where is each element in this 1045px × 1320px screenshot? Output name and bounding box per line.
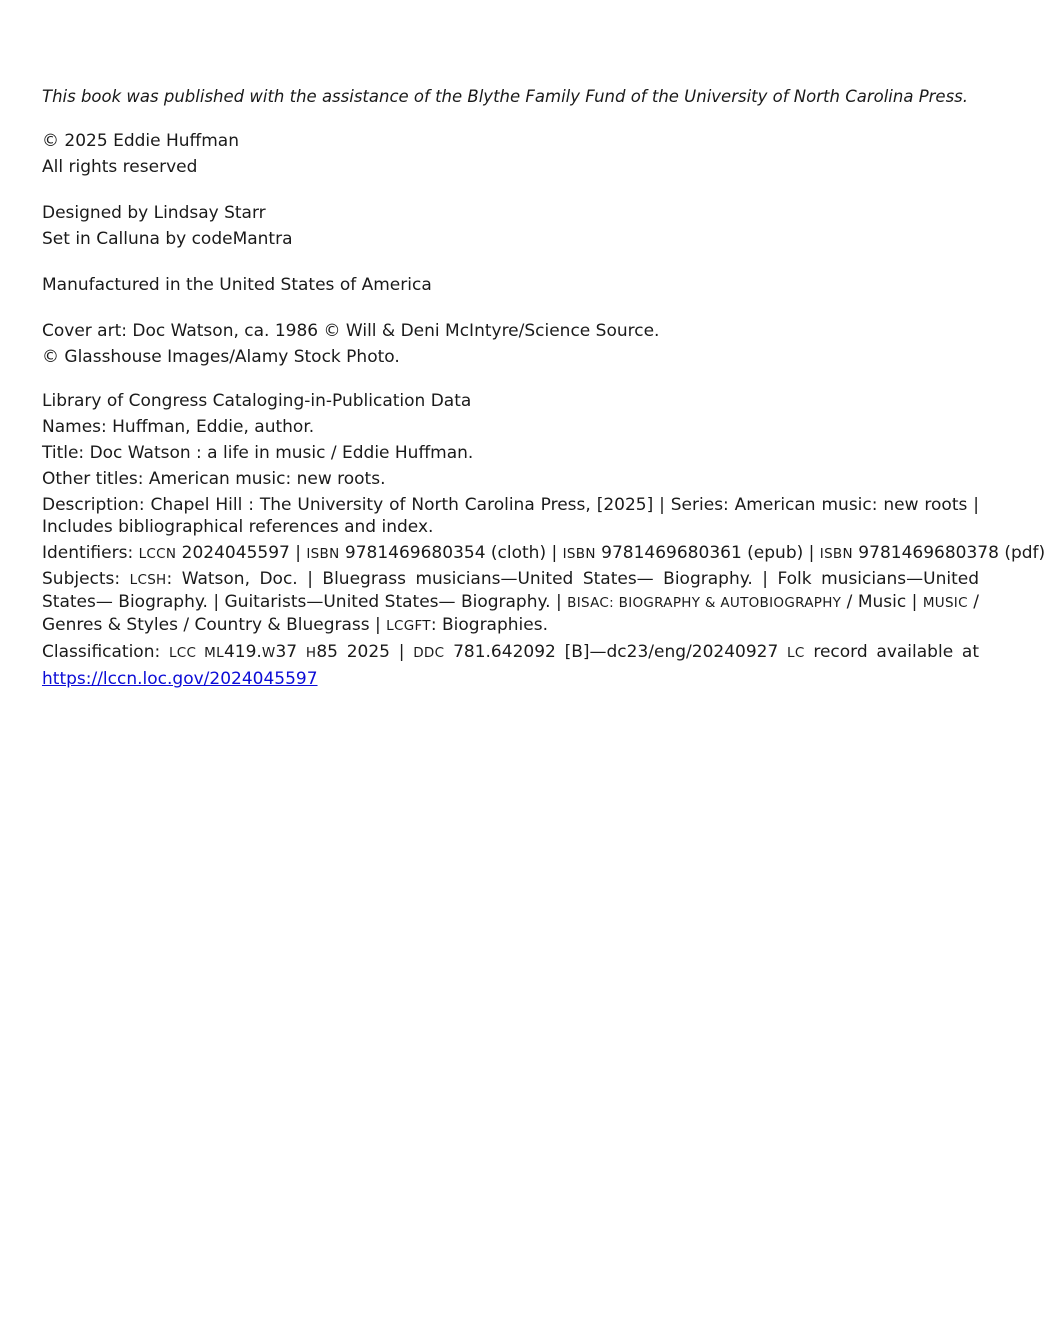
lcgft-abbr: LCGFT — [386, 618, 431, 634]
design-block — [42, 200, 979, 252]
cover-art-block — [42, 318, 979, 370]
cip-description: Description: Chapel Hill : The University of North Carolina Press, [2025] | Series: American music: new roots | Includes bibliographical references and index. — [42, 495, 979, 537]
designer-line: Designed by Lindsay Starr — [42, 203, 266, 223]
classification-part1: 419. — [223, 642, 262, 662]
cip-data-block — [42, 390, 1045, 690]
cip-heading: Library of Congress Cataloging-in-Publication Data — [42, 391, 472, 411]
lc-abbr: LC — [787, 645, 805, 661]
cip-subjects — [42, 568, 979, 637]
isbn-abbr-epub: ISBN — [562, 546, 596, 562]
isbn-pdf: 9781469680378 (pdf) — [852, 543, 1045, 563]
lcsh-abbr: LCSH — [129, 572, 167, 588]
cutter-w-abbr: W — [261, 645, 276, 661]
classification-part5: record available at — [804, 642, 979, 662]
copyright-line: © 2025 Eddie Huffman — [42, 131, 240, 151]
cutter-h-abbr: H — [305, 645, 317, 661]
isbn-abbr-cloth: ISBN — [306, 546, 340, 562]
copyright-block — [42, 128, 979, 180]
manufacture-block — [42, 272, 979, 298]
typeset-line: Set in Calluna by codeMantra — [42, 229, 293, 249]
bisac-abbr: BISAC: BIOGRAPHY & AUTOBIOGRAPHY — [567, 595, 842, 611]
subjects-part4: : Biographies. — [430, 615, 548, 635]
classification-label: Classification: — [42, 642, 169, 662]
lcc-abbr: LCC ML — [168, 645, 224, 661]
classification-part4: 781.642092 [B]—dc23/eng/20240927 — [444, 642, 788, 662]
cip-title: Title: Doc Watson : a life in music / Eddie Huffman. — [42, 443, 474, 463]
cip-names: Names: Huffman, Eddie, author. — [42, 417, 315, 437]
classification-part3: 85 2025 | — [316, 642, 414, 662]
cip-identifiers — [42, 542, 1045, 564]
ddc-abbr: DDC — [413, 645, 445, 661]
lccn-record-link[interactable]: https://lccn.loc.gov/2024045597 — [42, 669, 318, 689]
isbn-epub: 9781469680361 (epub) | — [595, 543, 820, 563]
identifiers-label: Identifiers: — [42, 543, 139, 563]
music-abbr: MUSIC — [922, 595, 968, 611]
cip-other-titles: Other titles: American music: new roots. — [42, 469, 386, 489]
cover-photo-credit: © Glasshouse Images/Alamy Stock Photo. — [42, 347, 400, 367]
classification-part2: 37 — [275, 642, 306, 662]
isbn-cloth: 9781469680354 (cloth) | — [339, 543, 563, 563]
isbn-abbr-pdf: ISBN — [819, 546, 853, 562]
subjects-label: Subjects: — [42, 569, 130, 589]
cip-url-line — [42, 668, 979, 690]
cip-classification — [42, 641, 979, 664]
rights-line: All rights reserved — [42, 157, 198, 177]
publication-assistance-note: This book was published with the assistance of the Blythe Family Fund of the University of North Carolina Press. — [42, 87, 969, 106]
subjects-part1: : Watson, Doc. | Bluegrass musicians—United States— Biography. | Folk musicians—United States— Biography. | Guitarists—United States— Biography. | — [42, 569, 979, 612]
cover-art-line: Cover art: Doc Watson, ca. 1986 © Will & Deni McIntyre/Science Source. — [42, 321, 660, 341]
subjects-part2: / Music | — [841, 592, 923, 612]
manufactured-line: Manufactured in the United States of America — [42, 275, 432, 295]
subjects-part3: / Genres & Styles / Country & Bluegrass | — [42, 592, 980, 635]
copyright-page — [42, 86, 1045, 694]
lccn-value: 2024045597 | — [176, 543, 307, 563]
lccn-abbr: LCCN — [138, 546, 177, 562]
